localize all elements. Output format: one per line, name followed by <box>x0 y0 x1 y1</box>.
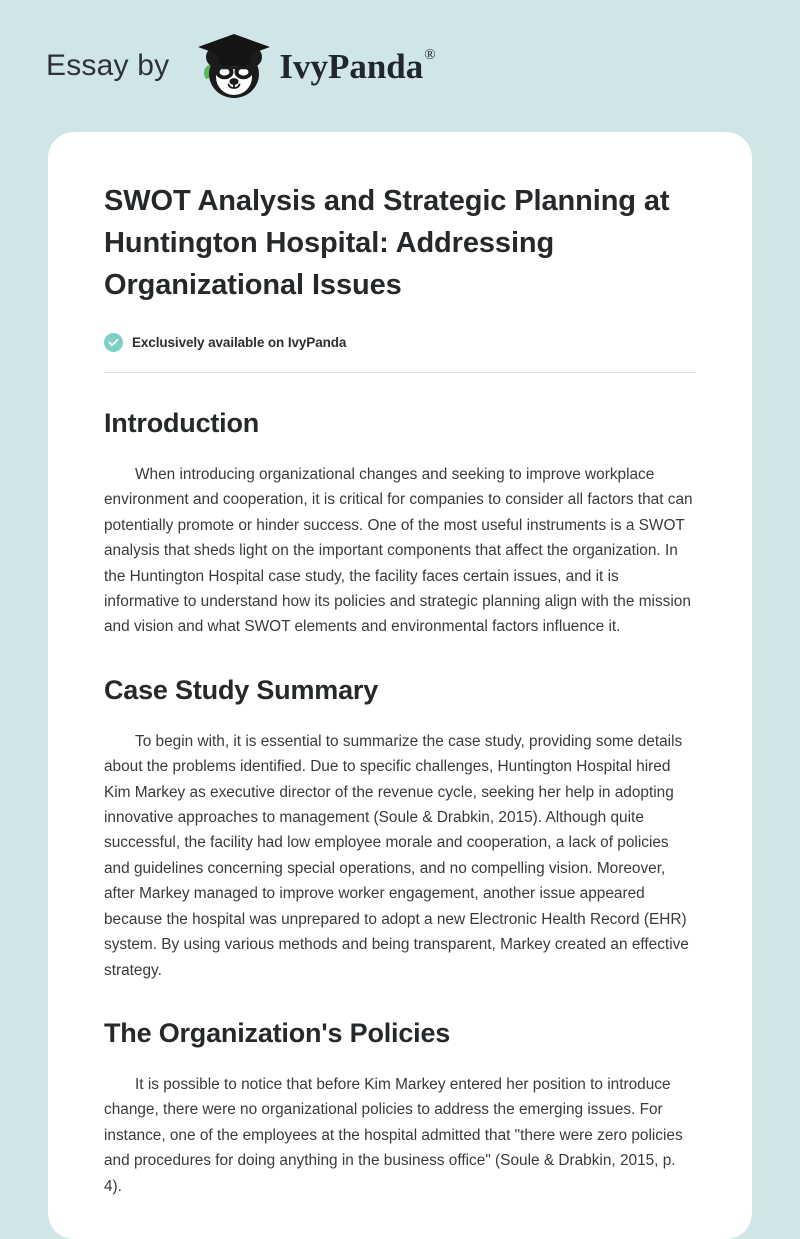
check-circle-icon <box>104 333 123 352</box>
section-paragraph-case-study-summary: To begin with, it is essential to summarize the case study, providing some details about the problems identified. Due to specific challenges, Huntington Hospital hired Kim Markey as executive director of the revenue cycle, seeking her help in adopting innovative approaches to management (Soule & Drabkin, 2015). Although quite successful, the facility had low employee morale and cooperation, a lack of policies and guidelines concerning special operations, and no compelling vision. Moreover, after Markey managed to improve worker engagement, another issue appeared because the hospital was unprepared to adopt a new Electronic Health Record (EHR) system. By using various methods and being transparent, Markey created an effective strategy. <box>104 732 689 979</box>
essay-by-label: Essay by <box>46 49 170 82</box>
section-heading-case-study-summary: Case Study Summary <box>104 674 379 705</box>
status-badge <box>104 333 696 352</box>
brand-header <box>0 0 800 132</box>
brand-name-text: IvyPanda <box>279 46 424 86</box>
section-heading-organizations-policies: The Organization's Policies <box>104 1017 451 1048</box>
page-title: SWOT Analysis and Strategic Planning at Huntington Hospital: Addressing Organizational Issues <box>104 185 670 301</box>
section-heading-introduction: Introduction <box>104 408 260 438</box>
registered-trademark-icon: ® <box>424 46 436 63</box>
ivypanda-wordmark <box>279 46 436 86</box>
ivypanda-logo-link[interactable] <box>187 32 434 100</box>
panda-graduate-icon <box>187 32 275 100</box>
essay-card <box>48 132 752 1239</box>
exclusive-availability-label: Exclusively available on IvyPanda <box>132 335 347 350</box>
title-divider <box>104 372 696 373</box>
section-paragraph-organizations-policies: It is possible to notice that before Kim Markey entered her position to introduce change, there were no organizational policies to address the emerging issues. For instance, one of the employees at the hospital admitted that "there were zero policies and procedures for doing anything in the business office" (Soule & Drabkin, 2015, p. 4). <box>104 1075 683 1195</box>
section-paragraph-introduction: When introducing organizational changes and seeking to improve workplace environment and cooperation, it is critical for companies to consider all factors that can potentially promote or hinder success. One of the most useful instruments is a SWOT analysis that sheds light on the important components that affect the organization. In the Huntington Hospital case study, the facility faces certain issues, and it is informative to understand how its policies and strategic planning align with the mission and vision and what SWOT elements and environmental factors influence it. <box>104 466 693 636</box>
